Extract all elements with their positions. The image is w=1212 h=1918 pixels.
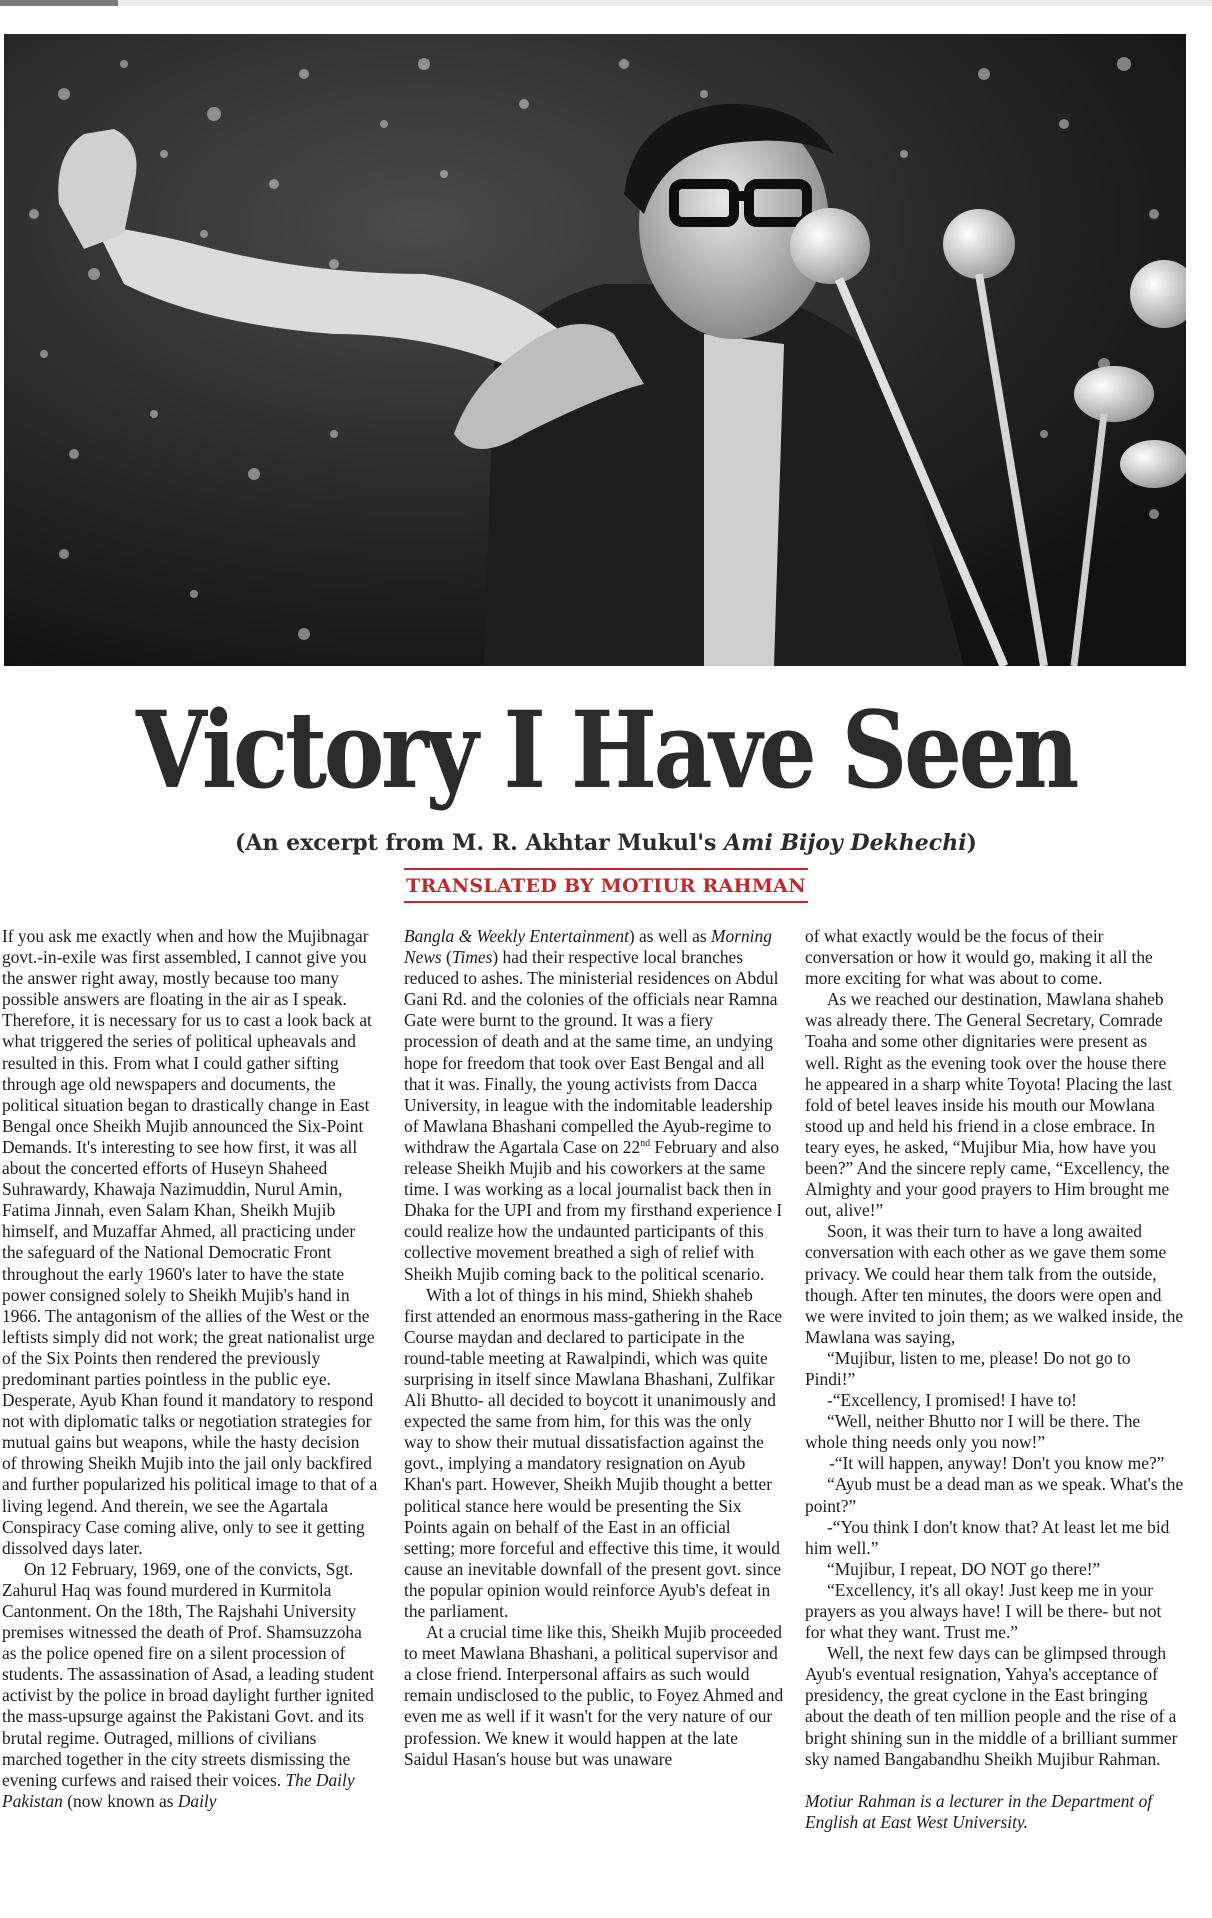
col3-paragraph-1: of what exactly would be the focus of their conversation or how it would go, making it all the more exciting for what was about to come.: [805, 926, 1153, 989]
col3-dialogue-4: -“It will happen, anyway! Don't you know me?”: [829, 1453, 1165, 1474]
bio-spacer: [805, 1770, 1185, 1791]
photo-illustration: [4, 34, 1186, 666]
col1-paragraph-1: If you ask me exactly when and how the Mujibnagar govt.-in-exile was first assembled, I cannot give you the answer right away, mostly because too many possible answers are floating in the air as I speak. Therefore, it is necessary for us to cast a look back at what triggered the series of political upheavals and resulted in this. From what I could gather sifting through age old newspapers and documents, the political situation began to drastically change in East Bengal once Sheikh Mujib announced the Six-Point Demands. It's interesting to see how first, it was all about the concerted efforts of Huseyn Shaheed Suhrawardy, Khawaja Nazimuddin, Nurul Amin, Fatima Jinnah, even Salam Khan, Sheikh Mujib himself, and Muzaffar Ahmed, all practicing under the safeguard of the National Democratic Front throughout the early 1960's later to have the state power consigned solely to Sheikh Mujib's hand in 1966. The antagonism of the allies of the West or the leftists simply did not work; the great nationalist urge of the Six Points then rendered the previously predominant parties pointless in the public eye. Desperate, Ayub Khan found it mandatory to respond not with diplomatic talks or negotiation strategies for mutual gains but weapons, while the hasty decision of throwing Sheikh Mujib into the jail only backfired and further popularized his political image to that of a living legend. And therein, we see the Agartala Conspiracy Case coming alive, only to see it getting dissolved days later.: [2, 926, 378, 1558]
col2-p1-pub-a: Bangla & Weekly Entertainment: [404, 926, 629, 946]
article-subtitle: [0, 828, 1212, 858]
col3-dialogue-2: -“Excellency, I promised! I have to!: [827, 1390, 1077, 1411]
body-column-3: [805, 926, 1185, 1916]
col2-p1-text-d: February and also release Sheikh Mujib and his coworkers at the same time. I was working as a local journalist back then in Dhaka for the UPI and from my firsthand experience I could realize how the undaunted participants of this collective movement breathed a sigh of relief with Sheikh Mujib coming back to the political scenario.: [404, 1136, 783, 1284]
col3-dialogue-3: “Well, neither Bhutto nor I will be there. The whole thing needs only you now!”: [805, 1411, 1141, 1453]
col1-paragraph-2: [2, 1559, 378, 1812]
col3-paragraph-conclusion: Well, the next few days can be glimpsed through Ayub's eventual resignation, Yahya's acceptance of presidency, the great cyclone in the East bringing about the death of ten million people and the rise of a bright shining sun in the middle of a brilliant summer sky named Bangabandhu Sheikh Mujibur Rahman.: [805, 1643, 1178, 1769]
col3-dialogue-1: “Mujibur, listen to me, please! Do not go to Pindi!”: [805, 1347, 1131, 1389]
col2-paragraph-1: [404, 926, 784, 1285]
col3-paragraph-2: As we reached our destination, Mawlana shaheb was already there. The General Secretary, Comrade Toaha and some other dignitaries were present as well. Right as the evening took over the house there he appeared in a sharp white Toyota! Placing the last fold of betel leaves inside his mouth our Mowlana stood up and held his friend in a close embrace. In teary eyes, he asked, “Mujibur Mia, how have you been?” And the sincere reply came, “Excellency, the Almighty and your good prayers to Him brought me out, alive!”: [805, 989, 1172, 1221]
author-bio-text: Motiur Rahman is a lecturer in the Department of English at East West University.: [805, 1790, 1153, 1832]
article-headline: Victory I Have Seen: [136, 687, 1076, 812]
col2-p1-text-c: ) had their respective local branches reduced to ashes. The ministerial residences on Abdul Gani Rd. and the colonies of the officials near Ramna Gate were burnt to the ground. It was a fiery procession of death and at the same time, an undying hope for freedom that took over East Bengal and all that it was. Finally, the young activists from Dacca University, in league with the indomitable leadership of Mawlana Bhashani compelled the Ayub-regime to withdraw the Agartala Case on 22: [404, 947, 779, 1157]
translator-byline: TRANSLATED BY MOTIUR RAHMAN: [404, 868, 808, 903]
col2-p1-text-b: (: [441, 947, 452, 968]
author-bio: [805, 1791, 1185, 1833]
col1-p2-tail-publication: Daily: [177, 1790, 217, 1811]
col3-dialogue-5: “Ayub must be a dead man as we speak. What's the point?”: [805, 1474, 1184, 1516]
byline-wrapper: [0, 868, 1212, 903]
col2-p1-pub-b: Morning News: [404, 926, 772, 968]
speaker-shirt: [704, 334, 784, 666]
col2-paragraph-2: With a lot of things in his mind, Shiekh shaheb first attended an enormous mass-gathering in the Race Course maydan and declared to participate in the round-table meeting at Rawalpindi, which was quite surprising in itself since Mawlana Bhashani, Zulfikar Ali Bhutto- all decided to boycott it unanimously and expected the same from him, for this was the only way to show their mutual dissatisfaction against the govt., implying a mandatory resignation on Ayub Khan's part. However, Sheikh Mujib thought a better political stance here would be presenting the Six Points again on behalf of the East in an official setting; more forceful and effective this time, it would cause an inevitable downfall of the present govt. since the popular opinion would reinforce Ayub's defeat in the parliament.: [404, 1284, 783, 1621]
col2-p1-pub-c: Times: [451, 947, 493, 968]
col2-p1-text-a: ) as well as: [628, 926, 712, 946]
col1-p2-tail: (now known as: [62, 1790, 178, 1811]
subtitle-book-title: Ami Bijoy Dekhechi: [724, 830, 967, 856]
col3-dialogue-8: “Excellency, it's all okay! Just keep me in your prayers as you always have! I will be there- but not for what they want. Trust me.”: [805, 1579, 1162, 1643]
col3-dialogue-7: “Mujibur, I repeat, DO NOT go there!”: [827, 1558, 1101, 1579]
top-bar: [0, 0, 1212, 6]
subtitle-suffix: ): [966, 830, 977, 856]
body-column-1: [2, 926, 378, 1916]
body-column-2: [404, 926, 784, 1916]
col2-paragraph-3: At a crucial time like this, Sheikh Mujib proceeded to meet Mawlana Bhashani, a political supervisor and a close friend. Interpersonal affairs as such would remain undisclosed to the public, to Foyez Ahmed and even me as well if it wasn't for the very nature of our profession. We knew it would happen at the late Saidul Hasan's house but was unaware: [404, 1622, 784, 1769]
col3-paragraph-3: Soon, it was their turn to have a long awaited conversation with each other as we gave them some privacy. We could hear them talk from the outside, though. After ten minutes, the doors were open and we were invited to join them; as we walked inside, the Mawlana was saying,: [805, 1221, 1184, 1347]
col1-p2-text: On 12 February, 1969, one of the convicts, Sgt. Zahurul Haq was found murdered in Kurmitola Cantonment. On the 18th, The Rajshahi University premises witnessed the death of Prof. Shamsuzzoha as the police opened fire on a silent procession of students. The assassination of Asad, a leading student activist by the police in broad daylight further ignited the mass-upsurge against the Pakistani Govt. and its brutal regime. Outraged, millions of civilians marched together in the city streets dismissing the evening curfews and raised their voices.: [2, 1558, 375, 1790]
article-photo: [4, 34, 1186, 666]
subtitle-prefix: (An excerpt from M. R. Akhtar Mukul's: [235, 830, 725, 856]
col1-p2-publication: The Daily Pakistan: [2, 1769, 355, 1811]
col3-dialogue-6: -“You think I don't know that? At least let me bid him well.”: [805, 1516, 1170, 1558]
col2-p1-ordinal: nd: [640, 1138, 651, 1150]
top-bar-accent: [0, 0, 118, 6]
